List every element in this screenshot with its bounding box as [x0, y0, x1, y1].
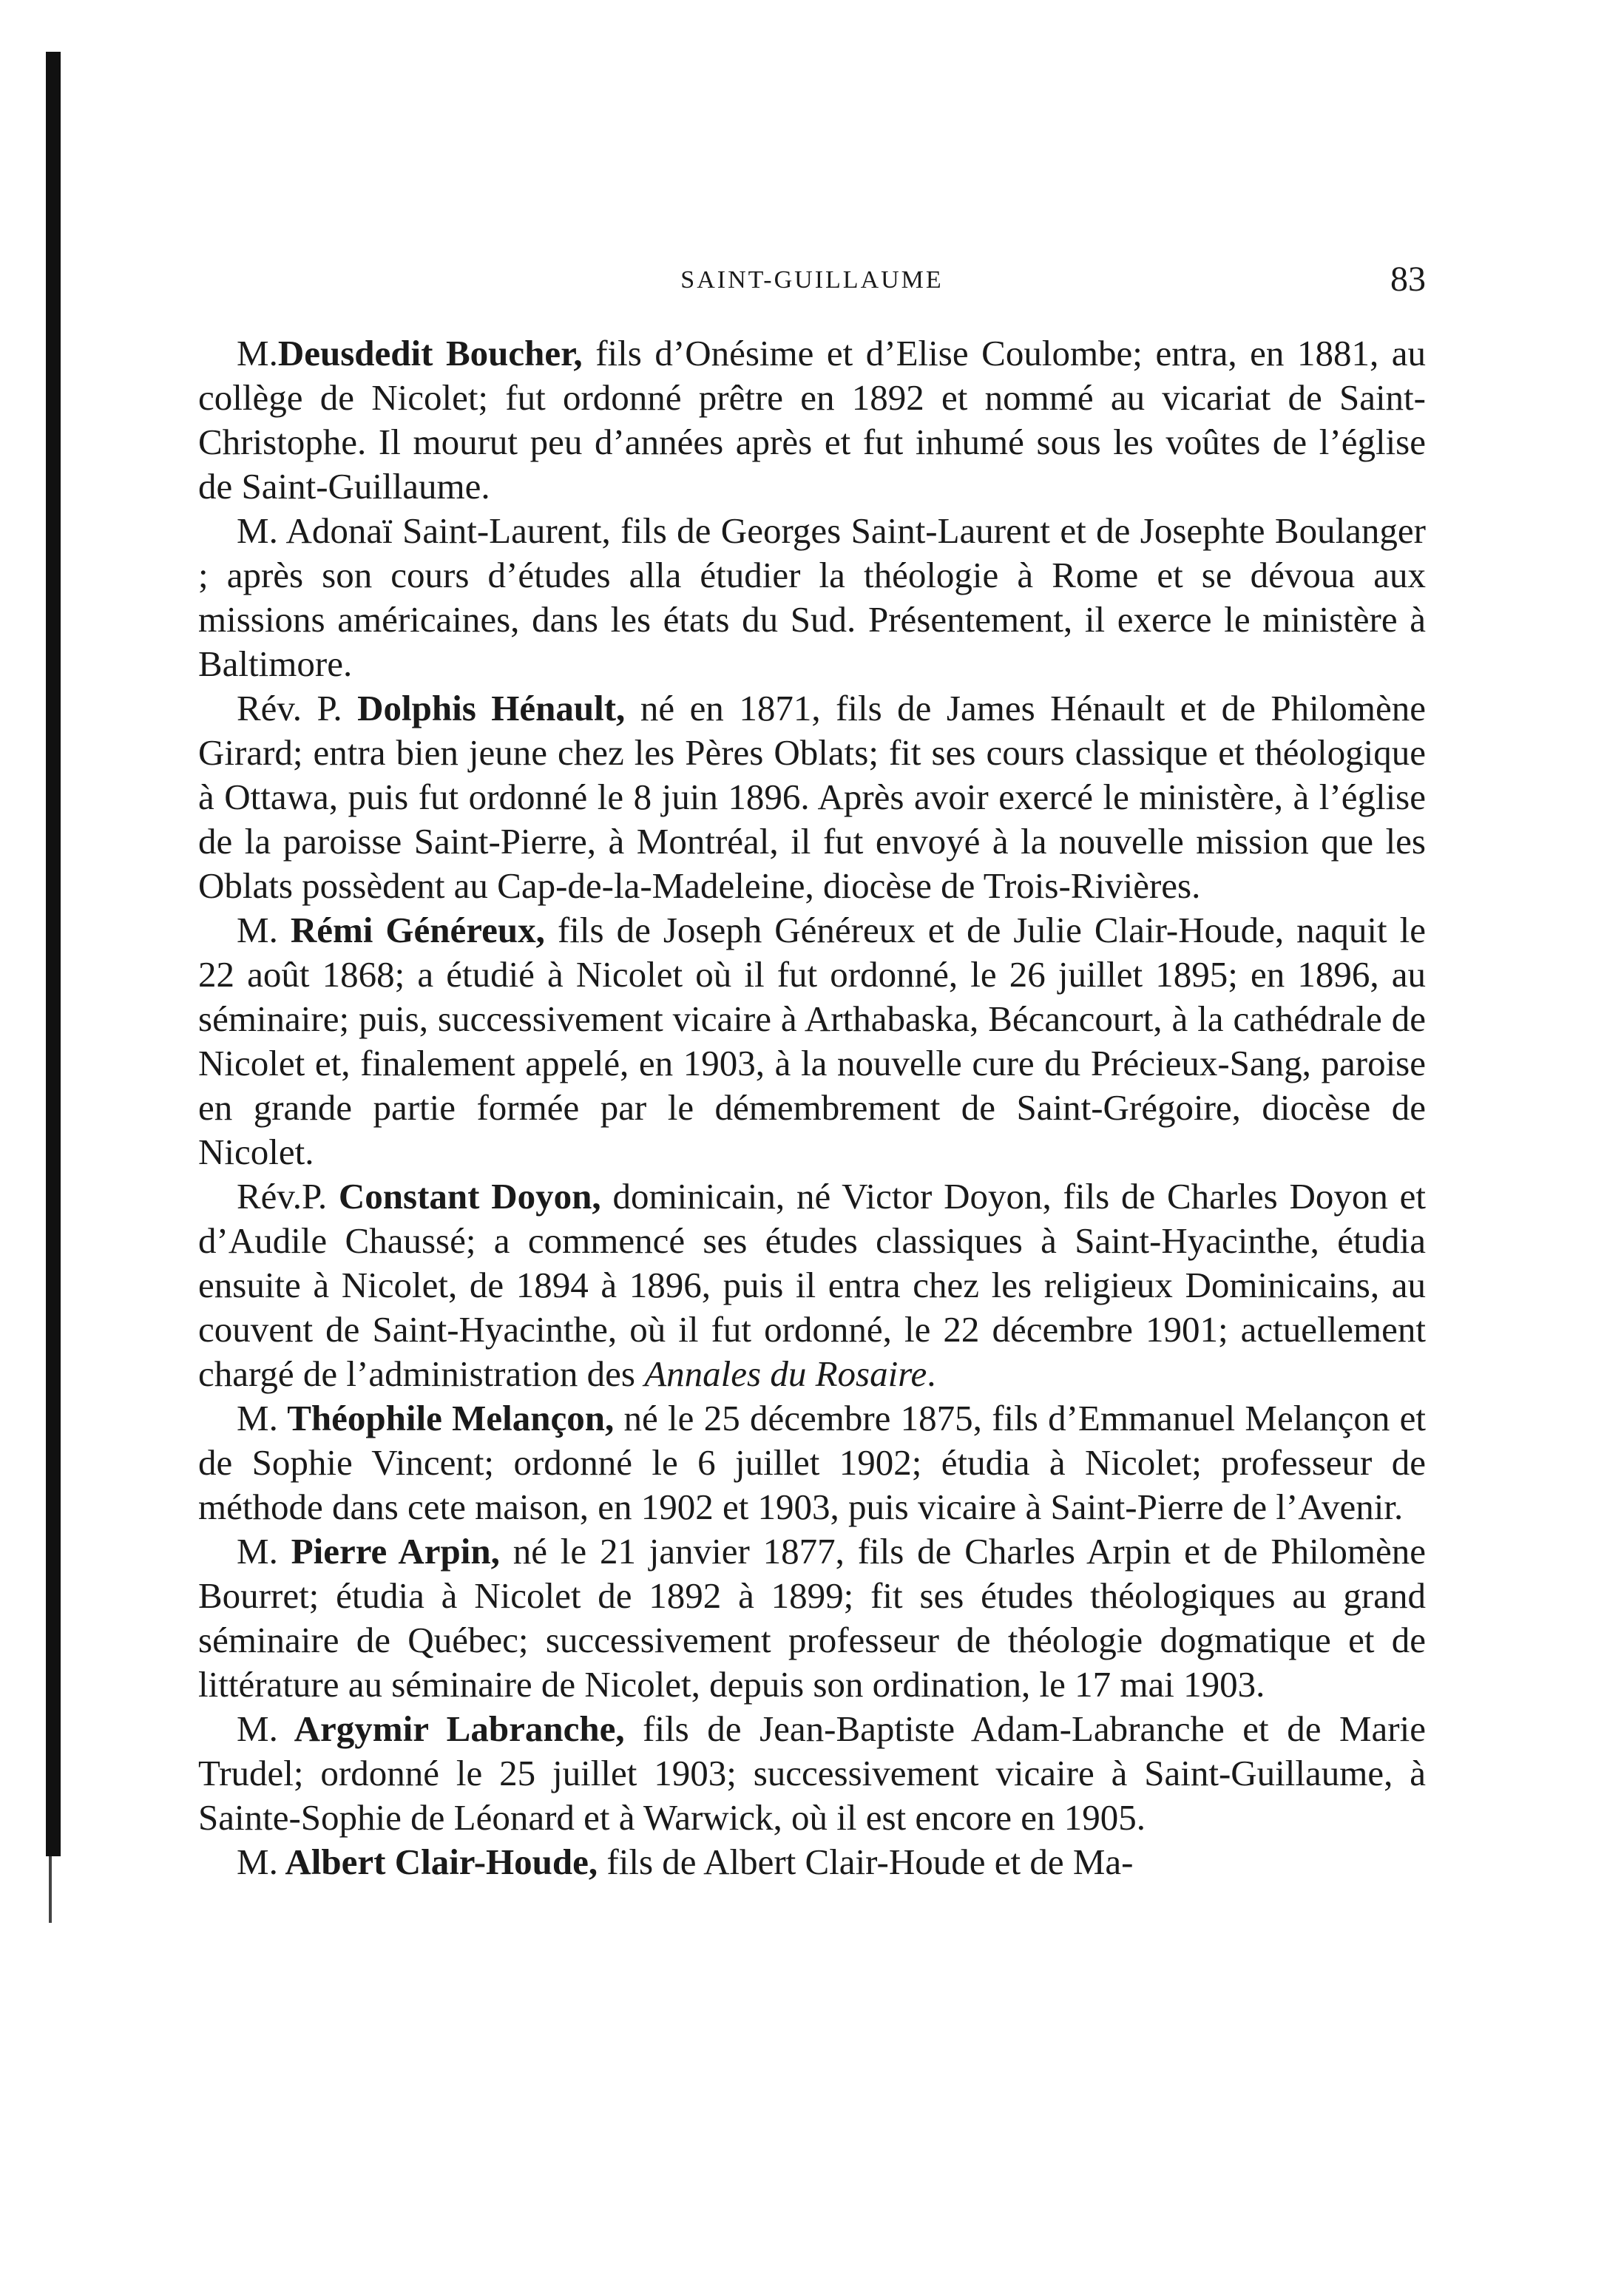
entry-text: fils de Joseph Généreux et de Julie Clair-Houde, naquit le 22 août 1868; a étudié à Nicolet où il fut ordonné, le 26 juillet 1895; en 1896, au séminaire; puis, successivement vicaire à Arthabaska, Bécancourt, à la cathédrale de Nicolet et, finalement appelé, en 1903, à la nouvelle cure du Précieux-Sang, paroise en grande partie formée par le démembrement de Saint-Grégoire, diocèse de Nicolet.: [198, 910, 1427, 1172]
entry-prefix: Rév.P.: [237, 1176, 328, 1217]
entry-text: né le 21 janvier 1877, fils de Charles Arpin et de Philomène Bourret; étudia à Nicolet de 1892 à 1899; fit ses études théologiques au grand séminaire de Québec; successivement professeur de théologie dogmatique et de littérature au séminaire de Nicolet, depuis son ordination, le 17 mai 1903.: [198, 1531, 1426, 1705]
entry-name: Argymir Labranche,: [277, 1708, 625, 1749]
entry-boucher: [198, 331, 1426, 509]
page-number: 83: [1390, 260, 1426, 299]
entry-prefix: M.: [237, 1708, 278, 1749]
entry-text: né en 1871, fils de James Hénault et de Philomène Girard; entra bien jeune chez les Pères Oblats; fit ses cours classique et théologique à Ottawa, puis fut ordonné le 8 juin 1896. Après avoir exercé le ministère, à l’église de la paroisse Saint-Pierre, à Montréal, il fut envoyé à la nouvelle mission que les Oblats possèdent au Cap-de-la-Madeleine, diocèse de Trois-Rivières.: [198, 688, 1426, 906]
entry-prefix: M.: [237, 910, 278, 950]
entry-name: Théophile Melançon,: [277, 1398, 615, 1438]
entry-name: Pierre Arpin,: [277, 1531, 500, 1572]
page-binding-edge-mark: [49, 1856, 52, 1923]
page-binding-edge: [46, 52, 61, 1856]
entry-name: Dolphis Hénault,: [342, 688, 626, 728]
running-head: SAINT-GUILLAUME: [680, 266, 944, 294]
entry-prefix: M.: [237, 333, 278, 373]
entry-name: Albert Clair-Houde,: [277, 1841, 598, 1882]
entry-henault: [198, 686, 1426, 908]
entry-name: Constant Doyon,: [327, 1176, 601, 1217]
entry-saint-laurent: [198, 509, 1426, 686]
entry-clair-houde: [198, 1840, 1426, 1884]
entry-labranche: [198, 1707, 1426, 1840]
entry-prefix: M.: [237, 1841, 278, 1882]
entry-melancon: [198, 1396, 1426, 1529]
entry-text: né le 25 décembre 1875, fils d’Emmanuel Melançon et de Sophie Vincent; ordonné le 6 juillet 1902; étudia à Nicolet; professeur de méthode dans cete maison, en 1902 et 1903, puis vicaire à Saint-Pierre de l’Avenir.: [198, 1398, 1426, 1527]
entry-tail: .: [927, 1353, 936, 1394]
entry-name: Deusdedit Boucher,: [277, 333, 583, 373]
entry-arpin: [198, 1529, 1426, 1707]
entry-name: Rémi Généreux,: [277, 910, 545, 950]
entry-text: dominicain, né Victor Doyon, fils de Charles Doyon et d’Audile Chaussé; a commencé ses études classiques à Saint-Hyacinthe, étudia ensuite à Nicolet, de 1894 à 1896, puis il entra chez les religieux Dominicains, au couvent de Saint-Hyacinthe, où il fut ordonné, le 22 décembre 1901; actuellement chargé de l’administration des: [198, 1176, 1427, 1394]
page-header: [198, 259, 1426, 311]
entry-text: fils de Jean-Baptiste Adam-Labranche et de Marie Trudel; ordonné le 25 juillet 1903; successivement vicaire à Saint-Guillaume, à Sainte-Sophie de Léonard et à Warwick, où il est encore en 1905.: [198, 1708, 1426, 1838]
entry-prefix: M.: [237, 1531, 278, 1572]
entry-prefix: M.: [237, 1398, 278, 1438]
entry-prefix: Rév. P.: [237, 688, 342, 728]
entry-prefix: M.: [237, 510, 278, 551]
entry-genereux: [198, 908, 1426, 1174]
entry-doyon: [198, 1174, 1426, 1396]
entry-italic-title: Annales du Rosaire: [644, 1353, 927, 1394]
body-text: [198, 331, 1426, 1884]
entry-text: Adonaï Saint-Laurent, fils de Georges Saint-Laurent et de Josephte Boulanger ; après son cours d’études alla étudier la théologie à Rome et se dévoua aux missions américaines, dans les états du Sud. Présentement, il exerce le ministère à Baltimore.: [198, 510, 1426, 684]
entry-text: fils de Albert Clair-Houde et de Ma-: [598, 1841, 1134, 1882]
entry-text: fils d’Onésime et d’Elise Coulombe; entra, en 1881, au collège de Nicolet; fut ordonné prêtre en 1892 et nommé au vicariat de Saint-Christophe. Il mourut peu d’années après et fut inhumé sous les voûtes de l’église de Saint-Guillaume.: [198, 333, 1426, 507]
